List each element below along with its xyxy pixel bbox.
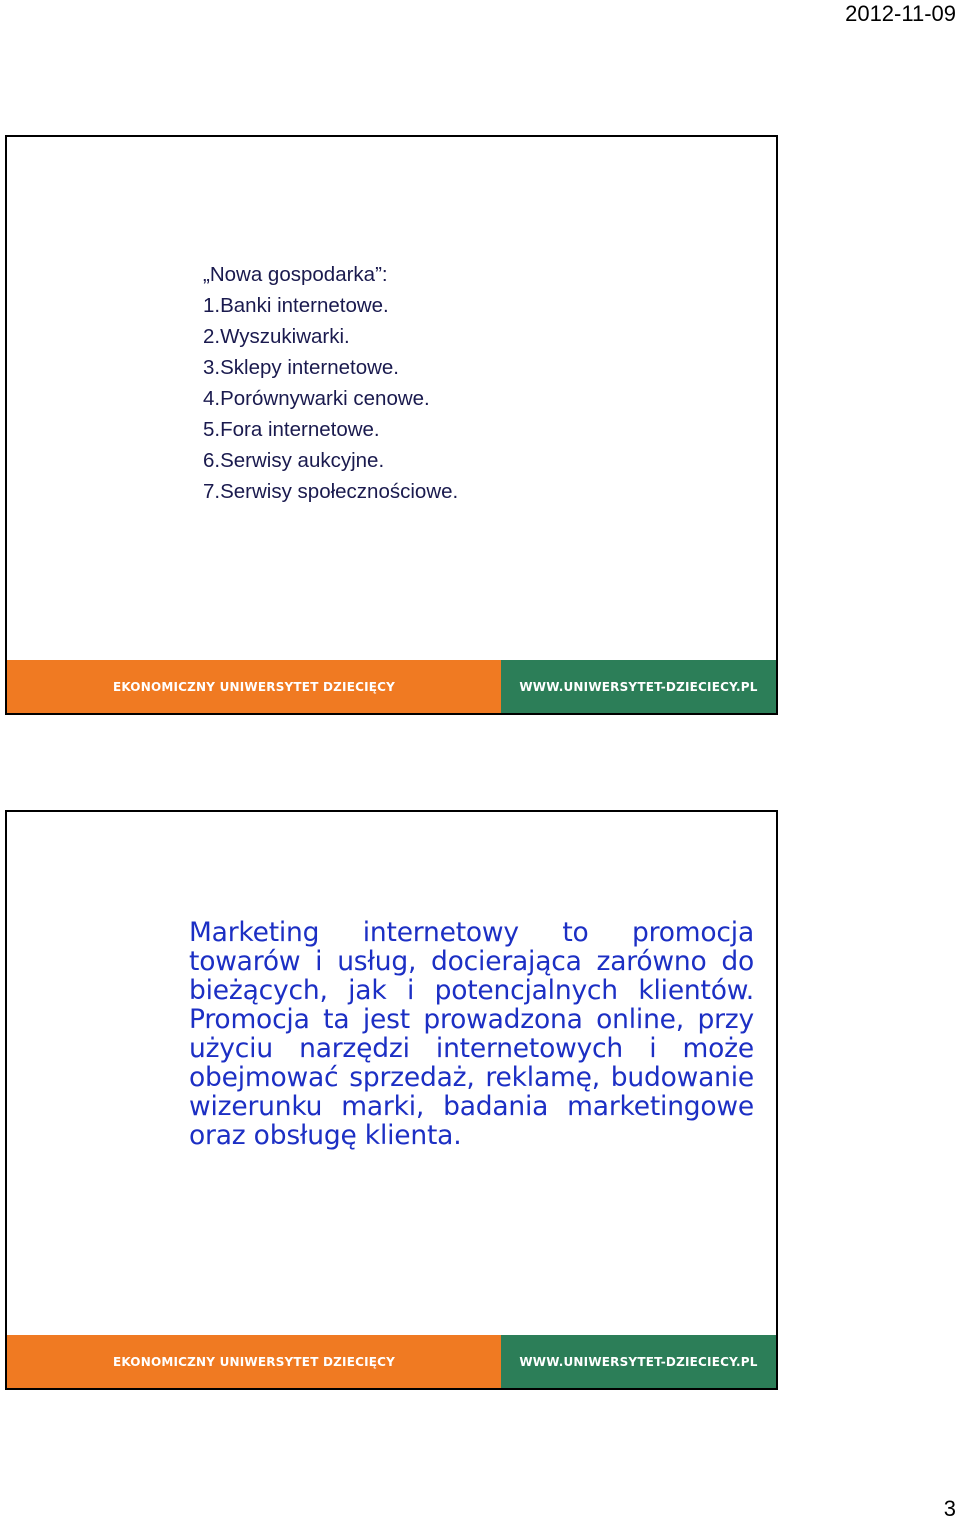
slide-2: [5, 810, 778, 1390]
footer-organization-name: EKONOMICZNY UNIWERSYTET DZIECIĘCY: [112, 679, 396, 694]
page-number: 3: [943, 1496, 956, 1521]
list-item: 1.Banki internetowe.: [203, 294, 389, 317]
list-item: 6.Serwisy aukcyjne.: [203, 449, 385, 472]
footer-right-band: [501, 660, 776, 713]
list-item: 5.Fora internetowe.: [203, 418, 380, 441]
economy-list: [203, 290, 458, 507]
slide-1-title: „Nowa gospodarka”:: [203, 263, 388, 286]
footer-right-band: [501, 1335, 776, 1388]
date-label: 2012-11-09: [845, 1, 956, 26]
footer-left-band: [7, 660, 501, 713]
list-item: 2.Wyszukiwarki.: [203, 325, 350, 348]
slide-1-content: [203, 259, 458, 507]
list-item: 3.Sklepy internetowe.: [203, 356, 400, 379]
footer-website-url: WWW.UNIWERSYTET-DZIECIECY.PL: [519, 1354, 758, 1369]
marketing-definition-paragraph: Marketing internetowy to promocja towarów i usług, docierająca zarówno do bieżących, jak i potencjalnych klientów. Promocja ta jest prowadzona online, przy użyciu narzędzi internetowych i może obejmować sprzedaż, reklamę, budowanie wizerunku marki, badania marketingowe oraz obsługę klienta.: [189, 917, 754, 1151]
footer-left-band: [7, 1335, 501, 1388]
footer-organization-name: EKONOMICZNY UNIWERSYTET DZIECIĘCY: [112, 1354, 396, 1369]
list-item: 7.Serwisy społecznościowe.: [203, 480, 459, 503]
footer-website-url: WWW.UNIWERSYTET-DZIECIECY.PL: [519, 679, 758, 694]
slide-1-footer: [7, 660, 776, 713]
list-item: 4.Porównywarki cenowe.: [203, 387, 430, 410]
slide-2-footer: [7, 1335, 776, 1388]
slide-1: [5, 135, 778, 715]
